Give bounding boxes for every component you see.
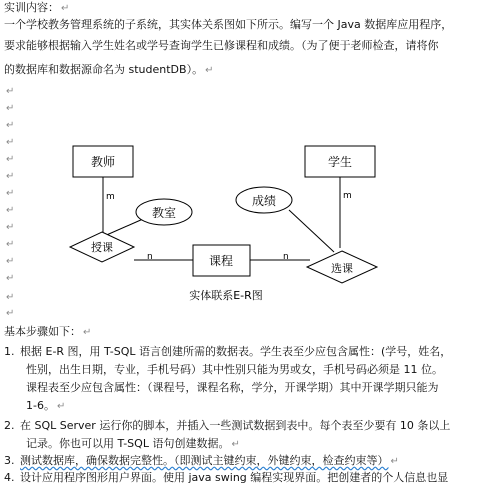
paragraph-mark: ↵ xyxy=(6,273,15,284)
paragraph-mark: ↵ xyxy=(6,256,15,267)
step-2-line-1 xyxy=(4,418,450,434)
paragraph-mark: ↵ xyxy=(6,103,15,114)
step-text: 设计应用程序图形用户界面。使用 java swing 编程实现界面。把创建者的个人信息也显 xyxy=(20,471,449,484)
step-text: 记录。你也可以用 T-SQL 语句创建数据。 xyxy=(26,437,230,450)
relation-teach-label: 授课 xyxy=(91,241,113,254)
step-number: 4. xyxy=(4,471,15,484)
step-text: 1-6。 xyxy=(26,399,55,412)
paragraph-mark: ↵ xyxy=(6,188,15,199)
steps-heading xyxy=(4,324,91,340)
paragraph-mark: ↵ xyxy=(6,120,15,131)
step-1-line-3 xyxy=(26,380,439,396)
intro-text-1: 一个学校教务管理系统的子系统，其实体关系图如下所示。编写一个 Java 数据库应用程序， xyxy=(4,18,453,31)
grade-select-line xyxy=(289,210,334,252)
entity-course-label: 课程 xyxy=(208,254,234,268)
step-text: 测试数据库，确保数据完整性。（即测试主键约束，外键约束，检查约束等） xyxy=(20,454,389,467)
step-1-line-2 xyxy=(26,362,443,378)
diagram-caption: 实体联系E-R图 xyxy=(189,289,263,302)
paragraph-mark: ↵ xyxy=(6,222,15,233)
step-text: 课程表至少应包含属性：（课程号，课程名称，学分，开课学期）其中开课学期只能为 xyxy=(26,381,439,394)
relation-select-label: 选课 xyxy=(331,262,353,275)
paragraph-mark: ↵ xyxy=(6,292,15,303)
classroom-teach-line xyxy=(102,219,143,237)
card-teacher: m xyxy=(106,192,115,202)
step-text: 在 SQL Server 运行你的脚本，并插入一些测试数据到表中。每个表至少要有 10 条以上 xyxy=(20,419,451,432)
step-text: 根据 E-R 图，用 T-SQL 语言创建所需的数据表。学生表至少应包含属性：(学号，姓名， xyxy=(20,345,452,358)
paragraph-mark: ↵ xyxy=(56,401,66,412)
paragraph-mark: ↵ xyxy=(61,3,70,14)
card-select-course: n xyxy=(283,252,289,262)
intro-text-2: 要求能够根据输入学生姓名或学号查询学生已修课程和成绩。（为了便于老师检查，请将你 xyxy=(4,39,439,52)
paragraph-mark: ↵ xyxy=(6,86,15,97)
step-2-line-2 xyxy=(26,436,240,452)
paragraph-mark: ↵ xyxy=(6,308,15,319)
step-number: 3. xyxy=(4,454,15,467)
paragraph-mark: ↵ xyxy=(6,137,15,148)
heading-text: 实训内容： xyxy=(4,1,59,14)
paragraph-mark: ↵ xyxy=(6,205,15,216)
steps-heading-text: 基本步骤如下： xyxy=(4,325,81,338)
attr-grade-label: 成绩 xyxy=(251,194,277,208)
entity-student-label: 学生 xyxy=(327,155,353,169)
step-3-line-1 xyxy=(4,453,399,469)
step-1-line-4 xyxy=(26,398,65,414)
step-number: 2. xyxy=(4,419,15,432)
paragraph-mark: ↵ xyxy=(6,154,15,165)
step-text: 性别，出生日期，专业，手机号码）其中性别只能为男或女，手机号码必须是 11 位。 xyxy=(26,363,443,376)
paragraph-mark: ↵ xyxy=(390,456,399,467)
step-number: 1. xyxy=(4,345,15,358)
paragraph-mark: ↵ xyxy=(6,171,15,182)
step-4-line-1 xyxy=(4,470,448,486)
intro-text-3: 的数据库和数据源命名为 studentDB）。 xyxy=(4,63,204,76)
step-1-line-1 xyxy=(4,344,451,360)
card-teach-course: n xyxy=(147,252,153,262)
entity-teacher-label: 教师 xyxy=(90,155,116,169)
paragraph-mark: ↵ xyxy=(231,439,240,450)
card-student: m xyxy=(343,191,352,201)
attr-classroom-label: 教室 xyxy=(151,206,177,220)
paragraph-mark: ↵ xyxy=(6,239,15,250)
paragraph-mark: ↵ xyxy=(83,327,92,338)
paragraph-mark: ↵ xyxy=(205,65,214,76)
